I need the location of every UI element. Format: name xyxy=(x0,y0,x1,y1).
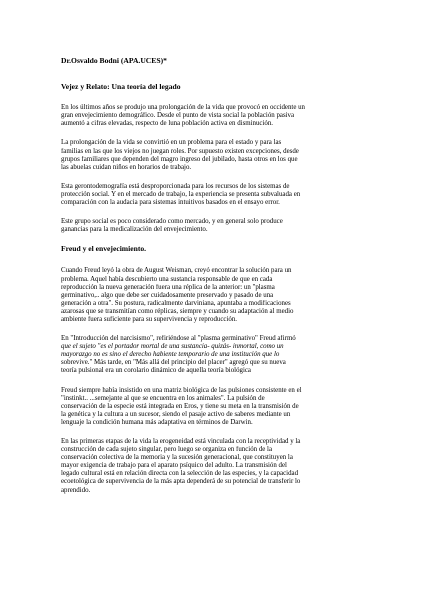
text-line: familias en las que los viejos no juegan roles. Por supuesto existen excepciones, desde xyxy=(61,147,299,155)
text-line: sobrevive." Más tarde, en "Más allá del principio del placer" agregó que su nueva xyxy=(61,359,286,367)
paragraph-7 xyxy=(61,387,392,427)
text-line: protección social. Y en el mercado de trabajo, la experiencia se presenta subvaluada en xyxy=(61,190,301,198)
text-line: que el sujeto "es el portador mortal de una sustancia- quizás- inmortal, como un xyxy=(61,343,284,351)
paragraph-8 xyxy=(61,438,392,495)
text-line: reproducción la nueva generación fuera una réplica de la anterior: un "plasma xyxy=(61,283,275,291)
author-line: Dr.Osvaldo Bodni (APA.UCES)* xyxy=(61,56,167,65)
text-line: ambiente fuera suficiente para su supervivencia y reproducción. xyxy=(61,315,238,323)
text-line: En las primeras etapas de la vida la erogeneidad está vinculada con la receptividad y la xyxy=(61,438,301,445)
text-line: La prolongación de la vida se convirtió en un problema para el estado y para las xyxy=(61,139,282,147)
text-line: mayor exigencia de trabajo para el aparato psíquico del adulto. La transmisión del xyxy=(61,462,287,470)
text-line: Freud siempre había insistido en una matriz biológica de las pulsiones consistente en el xyxy=(61,386,302,394)
text-line: comparación con la audacia para sistemas intuitivos basados en el ensayo error. xyxy=(61,199,280,207)
text-line: "instinkt.. ...semejante al que se encuentra en los animales". La pulsión de xyxy=(61,394,265,402)
text-line: ganancias para la medicalización del envejecimiento. xyxy=(61,226,208,234)
text-line: problema. Aquel había descubierto una sustancia responsable de que en cada xyxy=(61,275,273,283)
text-line: ecoetológica de supervivencia de la más apta dependerá de su potencial de transferir lo xyxy=(61,478,301,486)
paragraph-2 xyxy=(61,139,392,171)
text-line: Esta gerontodemografía está desproporcionada para los recursos de los sistemas de xyxy=(61,182,290,190)
text-line: lenguaje la condición humana más adaptativa en términos de Darwin. xyxy=(61,418,253,426)
text-line: grupos familiares que dependen del magro ingreso del jubilado, hasta otros en los que xyxy=(61,155,298,163)
text-line: aumentó a cifras elevadas, respecto de luna población activa en disminución. xyxy=(61,120,273,128)
text-line: mayorazgo no es sino el derecho habiente temporario de una institución que lo xyxy=(61,351,280,359)
text-line: germinativo,.. algo que debe ser cuidadosamente preservado y pasado de una xyxy=(61,291,274,299)
paragraph-3 xyxy=(61,183,392,207)
paragraph-4 xyxy=(61,218,392,234)
text-line: conservación colectiva de la memoria y la sucesión generacional, que constituyen la xyxy=(61,454,293,462)
text-line: conservación de la especie está integrada en Eros, y tiene su meta en la transmisión de xyxy=(61,402,299,410)
text-line: En los últimos años se produjo una prolongación de la vida que provocó en occidente un xyxy=(61,104,305,112)
text-line: construcción de cada sujeto singular, pero luego se organiza en función de la xyxy=(61,446,273,454)
paragraph-5 xyxy=(61,267,392,324)
text-line: Este grupo social es poco considerado como mercado, y en general solo produce xyxy=(61,218,283,226)
text-line: generación a otra". Su postura, radicalmente darviniana, apuntaba a modificaciones xyxy=(61,299,291,307)
text-line: azarosas que se transmitían como réplicas, siempre y cuando su adaptación al medio xyxy=(61,307,294,315)
document-title: Vejez y Relato: Una teoría del legado xyxy=(61,82,181,92)
section-heading: Freud y el envejecimiento. xyxy=(61,244,147,254)
text-line: legado cultural está en relación directa con la selección de las especies, y la capacidad xyxy=(61,470,299,478)
text-line: la genética y la cultura a un sucesor, siendo el pasaje activo de saberes mediante un xyxy=(61,410,291,418)
text-line: las abuelas cuidan niños en horarios de trabajo. xyxy=(61,163,192,171)
text-line: gran envejecimiento demográfico. Desde el punto de vista social la población pasiva xyxy=(61,112,295,120)
paragraph-6 xyxy=(61,335,392,375)
paragraph-1 xyxy=(61,104,392,128)
text-line: Cuando Freud leyó la obra de August Weisman, creyó encontrar la solución para un xyxy=(61,267,292,275)
text-line: teoría pulsional era un corolario dinámico de aquella teoría biológica xyxy=(61,367,251,375)
text-line: En "Introducción del narcisismo", refiriéndose al "plasma germinativo" Freud afirmó xyxy=(61,335,296,343)
text-line: aprendido. xyxy=(61,486,91,494)
